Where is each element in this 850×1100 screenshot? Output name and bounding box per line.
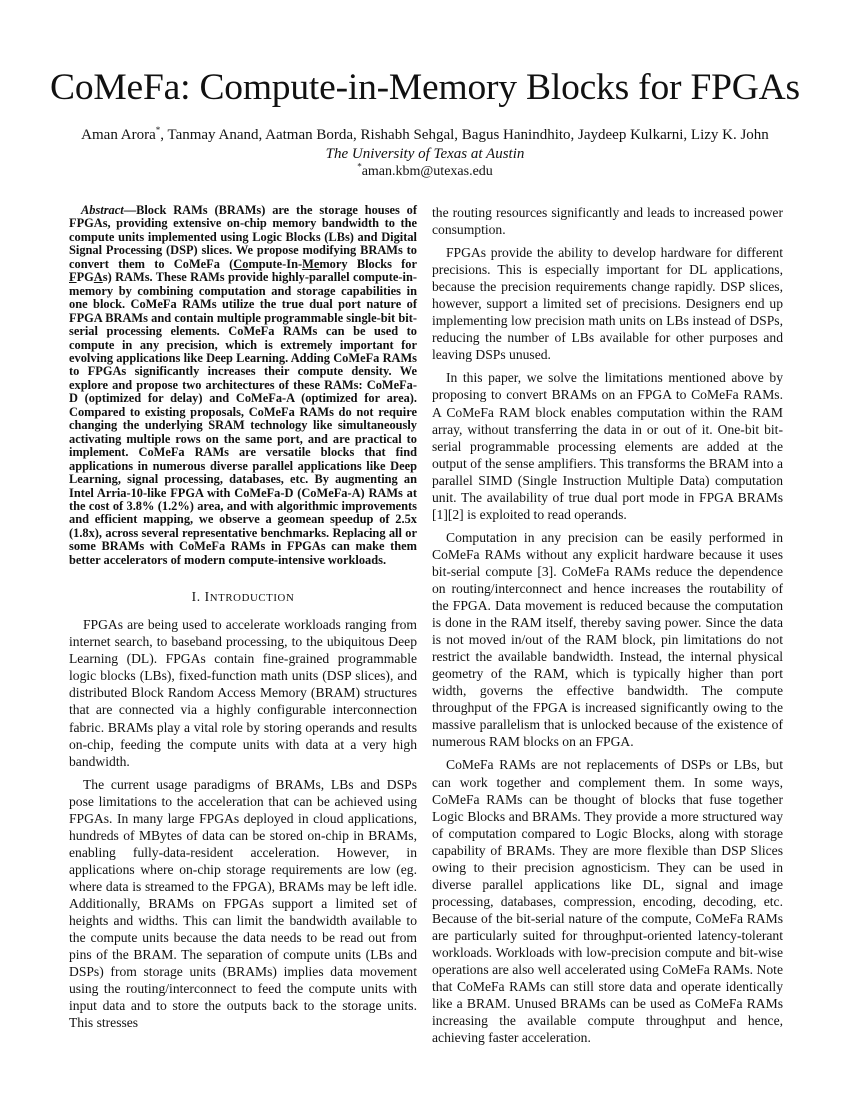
email-mark: *: [357, 161, 362, 172]
section-title-rest: NTRODUCTION: [209, 592, 295, 605]
abstract-dash: —: [123, 203, 137, 217]
section-title-cap: I: [204, 589, 210, 605]
section-heading-introduction: [69, 588, 417, 607]
contact-email: [0, 163, 850, 181]
paragraph-continuation: the routing resources significantly and leads to increased power consumption.: [432, 205, 783, 238]
abstract-text-1: Block RAMs (BRAMs) are the storage houses of FPGAs, providing extensive on-chip memory bandwidth to the compute units implemented using Logic Blocks (LBs) and Digital Signal Processing (DSP) slices. We propose modifying BRAMs to convert them to CoMeFa (: [69, 203, 417, 271]
abstract-text-5: s) RAMs. These RAMs provide highly-parallel compute-in-memory by combining computation and storage capabilities in one block. CoMeFa RAMs utilize the true dual port nature of FPGA BRAMs and contain multiple programmable single-bit bit-serial processing elements. CoMeFa RAMs can be used to compute in any precision, which is extremely important for evolving applications like Deep Learning. Adding CoMeFa RAMs to FPGAs significantly increases their compute density. We explore and propose two architectures of these RAMs: CoMeFa-D (optimized for delay) and CoMeFa-A (optimized for area). Compared to existing proposals, CoMeFa RAMs do not require changing the underlying SRAM technology like simultaneously activating multiple rows on the same port, and are practical to implement. CoMeFa RAMs are versatile blocks that find applications in numerous diverse parallel applications like Deep Learning, signal processing, databases, etc. By augmenting an Intel Arria-10-like FPGA with CoMeFa-D (CoMeFa-A) RAMs at the cost of 3.8% (1.2%) area, and with algorithmic improvements and efficient mapping, we observe a geomean speedup of 2.5x (1.8x), across several representative benchmarks. Replacing all or some BRAMs with CoMeFa RAMs in FPGAs can make them better accelerators of modern compute-intensive workloads.: [69, 270, 417, 567]
paragraph: Computation in any precision can be easily performed in CoMeFa RAMs without any explicit hardware because it uses bit-serial compute [3]. CoMeFa RAMs reduce the dependence on routing/interconnect and hence increases the routability of the FPGA. Data movement is reduced because the computation is done in the RAM itself, thereby saving power. Since the data is not moved in/out of the RAM block, pin limitations do not restrict the available bandwidth. Instead, the internal physical geometry of the RAM, which is typically higher than port width, governs the effective bandwidth. The compute throughput of the FPGA is increased significantly owing to the massive parallelism that is unlocked because of the existence of numerous RAM blocks on an FPGA.: [432, 529, 783, 750]
email-address: aman.kbm@utexas.edu: [361, 164, 493, 179]
left-column: [69, 204, 417, 1031]
author-list: [0, 126, 850, 144]
right-column: [432, 204, 783, 1046]
abstract: [69, 204, 417, 567]
acronym-letter-f: F: [69, 270, 77, 285]
acronym-letter-a: A: [93, 270, 103, 285]
first-author: Aman Arora: [81, 127, 156, 143]
section-number: I.: [191, 589, 205, 605]
paragraph: The current usage paradigms of BRAMs, LBs and DSPs pose limitations to the acceleration that can be achieved using FPGAs. In many large FPGAs deployed in cloud applications, hundreds of MBytes of data can be stored on-chip in BRAMs, enabling fully-data-resident acceleration. However, in applications where on-chip storage requirements are low (eg. where data is streamed to the FPGA), BRAMs may be left idle. Additionally, BRAMs on FPGAs support a limited set of heights and widths. This can limit the bandwidth available to the compute units because the data needs to be read out from pins of the BRAM. The separation of compute units (LBs and DSPs) from storage units (BRAMs) implies data movement using the routing/interconnect to feed the compute units with input data and to store the outputs back to the storage units. This stresses: [69, 776, 417, 1031]
abstract-lead: Abstract: [81, 203, 124, 217]
affiliation: The University of Texas at Austin: [325, 146, 525, 162]
abstract-text-3: mory Blocks for: [319, 256, 418, 271]
acronym-letters-co: Co: [233, 256, 249, 271]
corresponding-author-mark: *: [155, 125, 161, 135]
other-authors: , Tanmay Anand, Aatman Borda, Rishabh Sehgal, Bagus Hanindhito, Jaydeep Kulkarni, Lizy K. John: [160, 127, 769, 143]
abstract-text-4: PG: [76, 270, 94, 285]
abstract-text-2: mpute-In-: [248, 256, 303, 271]
paragraph: FPGAs provide the ability to develop hardware for different precisions. This is especially important for DL applications, because the precision requirements change rapidly. DSP slices, however, support a limited set of precisions. Designers end up implementing low precision math units on LBs instead of DSPs, reducing the number of LBs available for other purposes and leaving DSPs unused.: [432, 245, 783, 363]
paper-title: CoMeFa: Compute-in-Memory Blocks for FPGAs: [50, 67, 800, 108]
paragraph: In this paper, we solve the limitations mentioned above by proposing to convert BRAMs on an FPGA to CoMeFa RAMs. A CoMeFa RAM block enables computation within the RAM array, without transferring the data in or out of it. One-bit bit-serial programmable processing elements are added at the output of the sense amplifiers. This transforms the BRAM into a parallel SIMD (Single Instruction Multiple Data) computation unit. The availability of true dual port mode in FPGA BRAMs [1][2] is exploited to read operands.: [432, 370, 783, 522]
acronym-letters-me: Me: [302, 256, 320, 271]
paragraph: CoMeFa RAMs are not replacements of DSPs or LBs, but can work together and complement them. In some ways, CoMeFa RAMs can be thought of blocks that fuse together Logic Blocks and BRAMs. They provide a more structured way of computation compared to Logic Blocks, along with storage capability of BRAMs. They are more flexible than DSP Slices owing to their precision agnosticism. They can be used in diverse parallel applications like DL, signal and image processing, databases, compression, encoding, decoding, etc. Because of the bit-serial nature of the compute, CoMeFa RAMs are particularly suited for throughput-oriented latency-tolerant workloads. Workloads with low-precision compute and bit-wise operations are also well accelerated using CoMeFa RAMs. Note that CoMeFa RAMs can still store data and operate identically like a BRAM. Unused BRAMs can be used as CoMeFa RAMs increasing the available compute throughput and hence, achieving faster acceleration.: [432, 757, 783, 1046]
paragraph: FPGAs are being used to accelerate workloads ranging from internet search, to baseband processing, to the ubiquitous Deep Learning (DL). FPGAs contain fine-grained programmable logic blocks (LBs), fixed-function math units (DSP slices), and distributed Block Random Access Memory (BRAM) structures that are connected via a highly configurable interconnection fabric. BRAMs play a vital role by storing operands and results on-chip, feeding the compute units with data at a very high bandwidth.: [69, 617, 417, 769]
